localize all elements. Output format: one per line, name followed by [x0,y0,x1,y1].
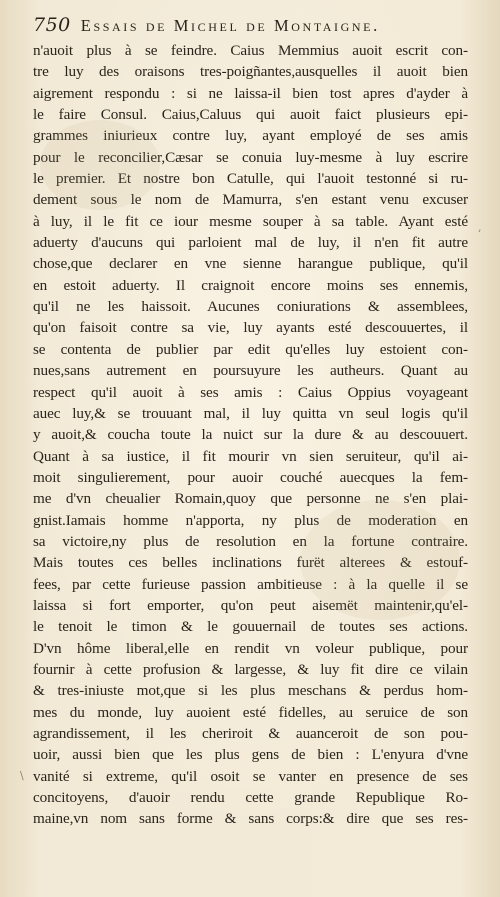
text-line: fees, par cette furieuse passion ambitieuse : à la quelle il se [33,575,468,593]
text-line: uoir, aussi bien que les plus gens de bien : L'enyura d'vne [33,746,468,764]
text-line: y auoit,& coucha toute la nuict sur la dure & au descouuert. [33,426,468,444]
text-line: tre luy des oraisons tres-poigñantes,ausquelles il auoit bien [33,63,468,81]
text-line: en estoit aduerty. Il craignoit encore moins ses ennemis, [33,276,468,294]
text-line: me d'vn cheualier Romain,quoy que personne ne s'en plai- [33,490,468,508]
paper-stain [40,120,160,210]
text-line: respect qu'il auoit à ses amis : Caius Oppius voyageant [33,383,468,401]
text-line: qu'on faisoit contre sa vie, luy ayants esté descouuertes, il [33,319,468,337]
text-line: le premier. Et nostre bon Catulle, qui l'auoit testonné si ru- [33,170,468,188]
margin-mark: , [478,221,482,234]
text-line: moit singulierement, pour auoir couché auecques la fem- [33,468,468,486]
running-head: Essais de Michel de Montaigne. [80,16,380,35]
text-line: D'vn hôme liberal,elle en rendit vn voleur publique, pour [33,639,468,657]
text-line: & tres-iniuste mot,que si les plus meschans & perdus hom- [33,682,468,700]
text-line: n'auoit plus à se feindre. Caius Memmius auoit escrit con- [33,42,468,59]
text-line: aduerty d'aucuns qui parloient mal de luy, il n'en fit autre [33,234,468,252]
text-line: agrandissement, il les cheriroit & auanceroit de son pou- [33,725,468,742]
text-line: pour le reconcilier,Cæsar se conuia luy-mesme à luy escrire [33,148,468,166]
text-line: dement sous le nom de Mamurra, s'en estant venu excuser [33,191,468,209]
text-line: mes du monde, luy auoient esté fidelles, au seruice de son [33,703,468,721]
text-line: sa victoire,ny plus de resolution en la fortune contraire. [33,532,468,550]
margin-mark: \ [20,769,24,782]
text-line: grammes iniurieux contre luy, ayant employé de ses amis [33,127,468,145]
page-number: 750 [33,14,71,36]
text-line: le faire Consul. Caius,Caluus qui auoit faict plusieurs epi- [33,106,468,124]
text-line: Mais toutes ces belles inclinations furët alterees & estouf- [33,554,468,572]
text-line: concitoyens, d'auoir rendu cette grande Republique Ro- [33,789,468,807]
text-line: le tenoit le timon & le gouuernail de toutes ses actions. [33,618,468,636]
text-line: maine,vn nom sans forme & sans corps:& dire que ses res- [33,810,468,828]
text-line: aigrement respondu : si ne laissa-il bien tost apres d'ayder à [33,84,468,102]
text-line: nues,sans autrement en poursuyure les autheurs. Quant au [33,362,468,380]
text-line: vanité si extreme, qu'il osoit se vanter en presence de ses [33,767,468,785]
text-line: se contenta de publier par edit qu'elles luy estoient con- [33,340,468,358]
text-line: à luy, il le fit ce iour mesme souper à sa table. Ayant esté [33,212,468,230]
text-line: Quant à sa iustice, il fit mourir vn sien seruiteur, qu'il ai- [33,447,468,465]
text-line: chose,que declarer en vne sienne harangue publique, qu'il [33,255,468,273]
text-line: gnist.Iamais homme n'apporta, ny plus de moderation en [33,511,468,529]
text-line: qu'il ne les haissoit. Aucunes coniurations & assemblees, [33,298,468,316]
text-line: auec luy,& se trouuant mal, il luy quitta vn seul logis qu'il [33,404,468,422]
paper-stain [300,500,460,620]
text-line: fournir à cette profusion & largesse, & luy fit dire ce vilain [33,660,468,678]
text-line: laissa si fort emporter, qu'on peut aisemët maintenir,qu'el- [33,596,468,614]
page-header [33,14,468,38]
